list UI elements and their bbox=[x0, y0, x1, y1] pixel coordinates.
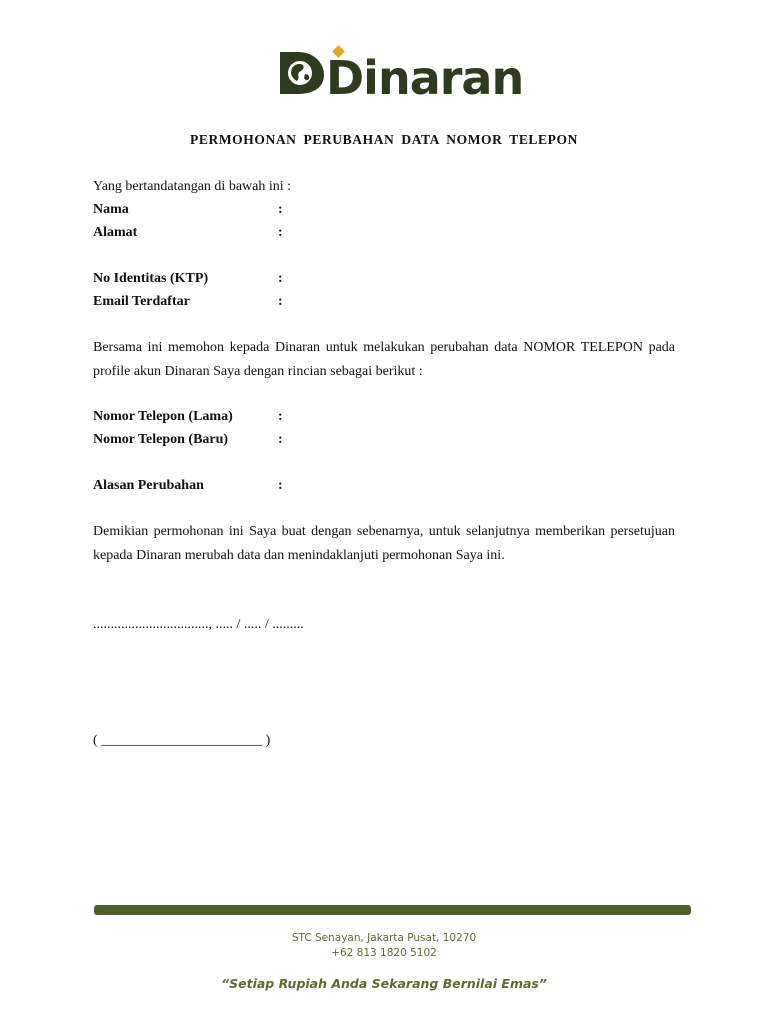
field-colon: : bbox=[278, 432, 283, 447]
field-label-phone-old: Nomor Telepon (Lama) bbox=[93, 409, 233, 424]
signature-line: ( _______________________ ) bbox=[93, 733, 271, 748]
field-colon: : bbox=[278, 271, 283, 286]
intro-text: Yang bertandatangan di bawah ini : bbox=[93, 179, 292, 194]
field-colon: : bbox=[278, 294, 283, 309]
globe-icon bbox=[280, 52, 324, 94]
field-label-reason: Alasan Perubahan bbox=[93, 478, 204, 493]
request-paragraph: Bersama ini memohon kepada Dinaran untuk melakukan perubahan data NOMOR TELEPON pada profile akun Dinaran Saya dengan rincian sebagai berikut : bbox=[93, 340, 675, 379]
field-colon: : bbox=[278, 409, 283, 424]
field-label-phone-new: Nomor Telepon (Baru) bbox=[93, 432, 229, 447]
place-date-line: ................................., ..... / ..... / ......... bbox=[93, 617, 304, 632]
field-colon: : bbox=[278, 225, 283, 240]
field-label-ktp: No Identitas (KTP) bbox=[93, 271, 209, 286]
brand-wordmark: Dinaran bbox=[326, 51, 524, 105]
footer-phone: +62 813 1820 5102 bbox=[331, 947, 437, 959]
dinaran-logo bbox=[0, 44, 768, 105]
field-colon: : bbox=[278, 202, 283, 217]
field-label-alamat: Alamat bbox=[93, 225, 138, 240]
field-label-email: Email Terdaftar bbox=[93, 294, 190, 309]
field-colon: : bbox=[278, 478, 283, 493]
footer-address: STC Senayan, Jakarta Pusat, 10270 bbox=[291, 932, 477, 944]
closing-paragraph: Demikian permohonan ini Saya buat dengan sebenarnya, untuk selanjutnya memberikan persetujuan kepada Dinaran merubah data dan menindaklanjuti permohonan Saya ini. bbox=[93, 524, 675, 563]
field-label-nama: Nama bbox=[93, 202, 129, 217]
document-title: PERMOHONAN PERUBAHAN DATA NOMOR TELEPON bbox=[190, 132, 578, 147]
footer-tagline: “Setiap Rupiah Anda Sekarang Bernilai Emas” bbox=[221, 976, 547, 991]
dinaran-logo-mark bbox=[274, 44, 524, 105]
footer-divider-bar bbox=[94, 905, 691, 915]
